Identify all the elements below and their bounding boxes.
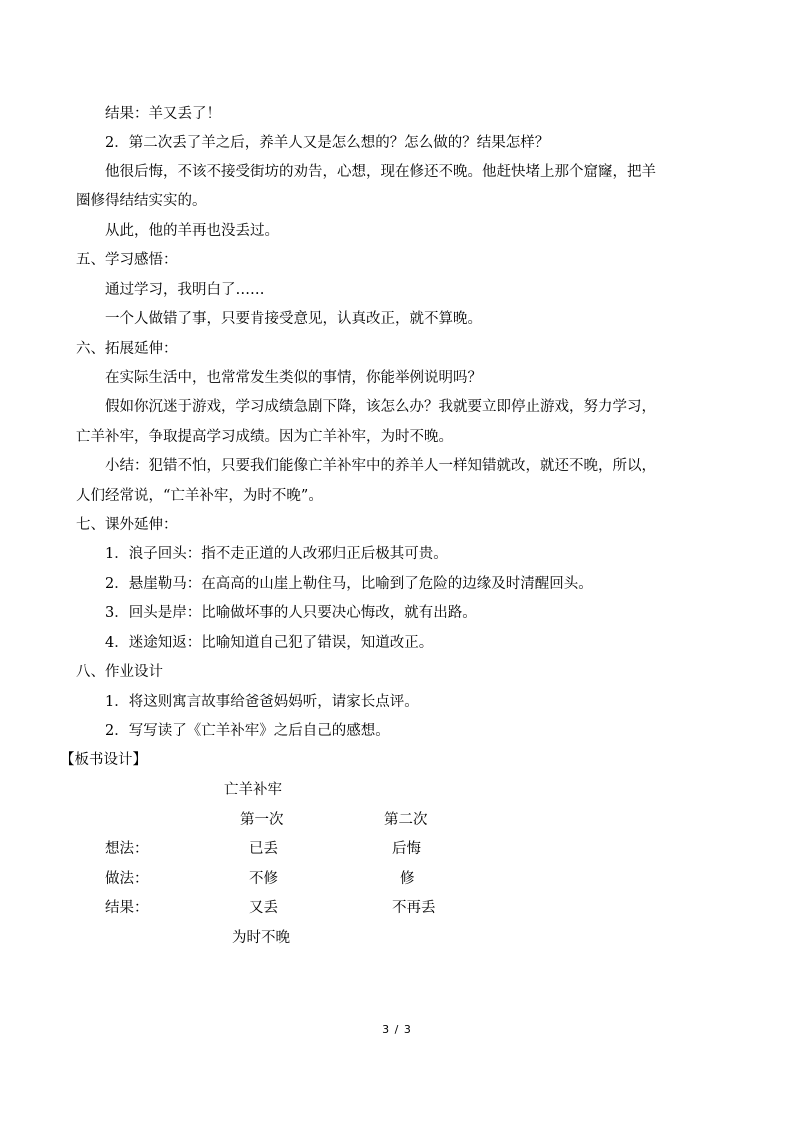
board-row-first: 已丢 — [249, 841, 278, 857]
board-row-first: 不修 — [249, 871, 278, 887]
text-line: 从此，他的羊再也没丢过。 — [105, 223, 279, 239]
text-line: 结果：羊又丢了！ — [105, 106, 221, 122]
text-line: 亡羊补牢，争取提高学习成绩。因为亡羊补牢，为时不晚。 — [76, 429, 453, 445]
board-row-label: 想法： — [105, 841, 149, 857]
board-row-label: 做法： — [105, 871, 149, 887]
page-number: 3 / 3 — [382, 1023, 412, 1036]
list-item: 3．回头是岸：比喻做坏事的人只要决心悔改，就有出路。 — [105, 605, 477, 621]
text-line: 一个人做错了事，只要肯接受意见，认真改正，就不算晚。 — [105, 311, 482, 327]
text-line: 他很后悔，不该不接受街坊的劝告，心想，现在修还不晚。他赶快堵上那个窟窿，把羊 — [105, 164, 656, 180]
board-col-first: 第一次 — [240, 812, 284, 828]
list-item: 2．写写读了《亡羊补牢》之后自己的感想。 — [105, 723, 390, 739]
section-heading: 五、学习感悟： — [76, 252, 178, 268]
text-line: 通过学习，我明白了…… — [105, 282, 265, 298]
board-col-second: 第二次 — [384, 812, 428, 828]
board-row-first: 又丢 — [249, 900, 278, 916]
list-item: 1．浪子回头：指不走正道的人改邪归正后极其可贵。 — [105, 546, 448, 562]
list-item: 4．迷途知返：比喻知道自己犯了错误，知道改正。 — [105, 635, 434, 651]
board-row-label: 结果： — [105, 900, 149, 916]
board-row-second: 修 — [400, 871, 415, 887]
text-line: 在实际生活中，也常常发生类似的事情，你能举例说明吗？ — [105, 370, 482, 386]
board-row-second: 不再丢 — [392, 900, 436, 916]
section-heading: 六、拓展延伸： — [76, 341, 178, 357]
board-title: 亡羊补牢 — [224, 782, 282, 798]
text-line: 人们经常说，“亡羊补牢，为时不晚”。 — [76, 488, 323, 504]
text-line: 小结：犯错不怕，只要我们能像亡羊补牢中的养羊人一样知错就改，就还不晚，所以， — [105, 458, 656, 474]
board-row-second: 后悔 — [392, 841, 421, 857]
text-line: 2．第二次丢了羊之后，养羊人又是怎么想的？怎么做的？结果怎样？ — [105, 135, 550, 151]
list-item: 2．悬崖勒马：在高高的山崖上勒住马，比喻到了危险的边缘及时清醒回头。 — [105, 576, 593, 592]
section-heading: 七、课外延伸： — [76, 517, 178, 533]
section-heading: 【板书设计】 — [60, 752, 147, 768]
section-heading: 八、作业设计 — [76, 664, 163, 680]
text-line: 假如你沉迷于游戏，学习成绩急剧下降，该怎么办？我就要立即停止游戏，努力学习， — [105, 399, 656, 415]
list-item: 1．将这则寓言故事给爸爸妈妈听，请家长点评。 — [105, 694, 419, 710]
board-conclusion: 为时不晚 — [232, 930, 290, 946]
text-line: 圈修得结结实实的。 — [76, 193, 207, 209]
